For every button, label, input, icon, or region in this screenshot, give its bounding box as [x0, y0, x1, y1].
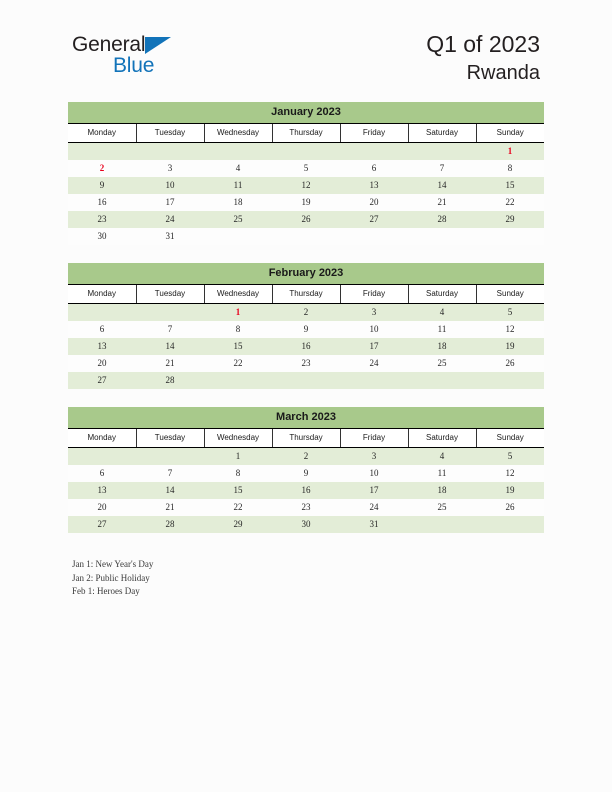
day-cell[interactable]: 18 — [408, 338, 476, 355]
weekday-header-saturday: Saturday — [408, 429, 476, 448]
day-cell[interactable]: 1 — [204, 304, 272, 322]
day-cell-empty — [68, 448, 136, 466]
month-title: February 2023 — [68, 263, 544, 285]
blue-triangle-icon — [145, 37, 171, 54]
weekday-header-tuesday: Tuesday — [136, 285, 204, 304]
day-cell[interactable]: 5 — [476, 304, 544, 322]
day-cell[interactable]: 31 — [340, 516, 408, 533]
day-cell[interactable]: 22 — [204, 499, 272, 516]
day-cell[interactable]: 14 — [408, 177, 476, 194]
day-cell[interactable]: 20 — [68, 499, 136, 516]
day-cell[interactable]: 28 — [136, 516, 204, 533]
day-cell[interactable]: 11 — [408, 321, 476, 338]
month-title: January 2023 — [68, 102, 544, 124]
month-table — [68, 407, 544, 533]
quarter-title: Q1 of 2023 — [426, 31, 540, 57]
day-cell-empty — [204, 372, 272, 389]
month-block — [68, 102, 544, 245]
weekday-header-friday: Friday — [340, 285, 408, 304]
week-row — [68, 465, 544, 482]
weekday-header-wednesday: Wednesday — [204, 124, 272, 143]
day-cell-empty — [136, 448, 204, 466]
day-cell-empty — [476, 516, 544, 533]
weekday-header-monday: Monday — [68, 429, 136, 448]
day-cell-empty — [408, 228, 476, 245]
day-cell[interactable]: 4 — [408, 304, 476, 322]
day-cell[interactable]: 15 — [204, 338, 272, 355]
month-title: March 2023 — [68, 407, 544, 429]
week-row — [68, 372, 544, 389]
day-cell[interactable]: 1 — [476, 143, 544, 161]
day-cell[interactable]: 28 — [408, 211, 476, 228]
day-cell-empty — [272, 143, 340, 161]
day-cell[interactable]: 12 — [476, 321, 544, 338]
day-cell[interactable]: 21 — [136, 355, 204, 372]
day-cell[interactable]: 9 — [68, 177, 136, 194]
week-row — [68, 516, 544, 533]
week-row — [68, 338, 544, 355]
day-cell[interactable]: 26 — [476, 499, 544, 516]
day-cell[interactable]: 5 — [476, 448, 544, 466]
weekday-header-sunday: Sunday — [476, 124, 544, 143]
day-cell[interactable]: 8 — [204, 321, 272, 338]
weekday-header-sunday: Sunday — [476, 285, 544, 304]
month-table — [68, 263, 544, 389]
day-cell[interactable]: 22 — [204, 355, 272, 372]
day-cell[interactable]: 8 — [204, 465, 272, 482]
day-cell[interactable]: 20 — [68, 355, 136, 372]
day-cell[interactable]: 21 — [408, 194, 476, 211]
day-cell[interactable]: 10 — [136, 177, 204, 194]
day-cell[interactable]: 1 — [204, 448, 272, 466]
calendar-list — [68, 102, 544, 551]
day-cell[interactable]: 6 — [340, 160, 408, 177]
week-row — [68, 211, 544, 228]
day-cell[interactable]: 18 — [204, 194, 272, 211]
logo-text-general: General — [72, 33, 146, 56]
day-cell-empty — [136, 304, 204, 322]
day-cell-empty — [408, 516, 476, 533]
day-cell[interactable]: 31 — [136, 228, 204, 245]
weekday-header-tuesday: Tuesday — [136, 124, 204, 143]
month-block — [68, 407, 544, 533]
week-row — [68, 304, 544, 322]
day-cell[interactable]: 27 — [340, 211, 408, 228]
weekday-header-thursday: Thursday — [272, 429, 340, 448]
day-cell[interactable]: 17 — [340, 338, 408, 355]
day-cell[interactable]: 4 — [408, 448, 476, 466]
day-cell[interactable]: 27 — [68, 516, 136, 533]
month-block — [68, 263, 544, 389]
week-row — [68, 355, 544, 372]
month-title-row — [68, 263, 544, 285]
weekday-header-monday: Monday — [68, 124, 136, 143]
day-cell[interactable]: 23 — [68, 211, 136, 228]
day-cell[interactable]: 20 — [340, 194, 408, 211]
day-cell[interactable]: 2 — [272, 448, 340, 466]
week-row — [68, 143, 544, 161]
day-cell[interactable]: 30 — [68, 228, 136, 245]
day-cell[interactable]: 15 — [204, 482, 272, 499]
day-cell[interactable]: 28 — [136, 372, 204, 389]
day-cell[interactable]: 16 — [68, 194, 136, 211]
weekday-header-monday: Monday — [68, 285, 136, 304]
weekday-header-sunday: Sunday — [476, 429, 544, 448]
page-title — [426, 30, 540, 86]
logo-text-blue: Blue — [113, 54, 155, 77]
day-cell[interactable]: 17 — [136, 194, 204, 211]
weekday-header-tuesday: Tuesday — [136, 429, 204, 448]
week-row — [68, 160, 544, 177]
day-cell-empty — [476, 372, 544, 389]
day-cell[interactable]: 24 — [136, 211, 204, 228]
day-cell[interactable]: 8 — [476, 160, 544, 177]
day-cell[interactable]: 9 — [272, 321, 340, 338]
day-cell[interactable]: 3 — [136, 160, 204, 177]
day-cell[interactable]: 11 — [408, 465, 476, 482]
month-title-row — [68, 407, 544, 429]
day-cell[interactable]: 25 — [408, 499, 476, 516]
day-cell[interactable]: 4 — [204, 160, 272, 177]
day-cell[interactable]: 19 — [476, 482, 544, 499]
day-cell[interactable]: 30 — [272, 516, 340, 533]
week-row — [68, 482, 544, 499]
holiday-legend-item: Jan 2: Public Holiday — [72, 572, 150, 583]
day-cell[interactable]: 13 — [68, 482, 136, 499]
day-cell[interactable]: 22 — [476, 194, 544, 211]
day-cell[interactable]: 29 — [476, 211, 544, 228]
day-cell-empty — [340, 372, 408, 389]
week-row — [68, 177, 544, 194]
day-cell[interactable]: 5 — [272, 160, 340, 177]
day-cell-empty — [68, 304, 136, 322]
day-cell[interactable]: 24 — [340, 499, 408, 516]
day-cell[interactable]: 19 — [476, 338, 544, 355]
day-cell[interactable]: 3 — [340, 448, 408, 466]
day-cell[interactable]: 21 — [136, 499, 204, 516]
weekday-header-friday: Friday — [340, 429, 408, 448]
day-cell[interactable]: 23 — [272, 499, 340, 516]
holiday-legend-item: Jan 1: New Year's Day — [72, 559, 154, 569]
weekday-header-friday: Friday — [340, 124, 408, 143]
day-cell[interactable]: 12 — [476, 465, 544, 482]
general-blue-logo[interactable] — [72, 33, 252, 85]
day-cell[interactable]: 2 — [68, 160, 136, 177]
day-cell[interactable]: 13 — [68, 338, 136, 355]
day-cell[interactable]: 10 — [340, 321, 408, 338]
day-cell[interactable]: 10 — [340, 465, 408, 482]
day-cell-empty — [476, 228, 544, 245]
day-cell[interactable]: 3 — [340, 304, 408, 322]
day-cell[interactable]: 15 — [476, 177, 544, 194]
day-cell-empty — [68, 143, 136, 161]
week-row — [68, 448, 544, 466]
day-cell[interactable]: 25 — [204, 211, 272, 228]
day-cell[interactable]: 2 — [272, 304, 340, 322]
day-cell[interactable]: 26 — [272, 211, 340, 228]
weekday-header-row — [68, 429, 544, 448]
day-cell-empty — [408, 143, 476, 161]
holiday-legend — [72, 558, 472, 599]
weekday-header-thursday: Thursday — [272, 285, 340, 304]
country-title: Rwanda — [466, 62, 540, 84]
day-cell-empty — [340, 228, 408, 245]
day-cell[interactable]: 14 — [136, 482, 204, 499]
weekday-header-row — [68, 285, 544, 304]
day-cell-empty — [272, 372, 340, 389]
weekday-header-row — [68, 124, 544, 143]
day-cell[interactable]: 14 — [136, 338, 204, 355]
day-cell[interactable]: 7 — [136, 321, 204, 338]
month-table — [68, 102, 544, 245]
weekday-header-wednesday: Wednesday — [204, 285, 272, 304]
weekday-header-thursday: Thursday — [272, 124, 340, 143]
weekday-header-saturday: Saturday — [408, 124, 476, 143]
day-cell[interactable]: 6 — [68, 321, 136, 338]
day-cell[interactable]: 16 — [272, 338, 340, 355]
day-cell[interactable]: 25 — [408, 355, 476, 372]
day-cell[interactable]: 23 — [272, 355, 340, 372]
day-cell[interactable]: 6 — [68, 465, 136, 482]
day-cell[interactable]: 27 — [68, 372, 136, 389]
day-cell-empty — [340, 143, 408, 161]
day-cell[interactable]: 29 — [204, 516, 272, 533]
weekday-header-wednesday: Wednesday — [204, 429, 272, 448]
day-cell[interactable]: 19 — [272, 194, 340, 211]
day-cell[interactable]: 18 — [408, 482, 476, 499]
weekday-header-saturday: Saturday — [408, 285, 476, 304]
day-cell[interactable]: 12 — [272, 177, 340, 194]
day-cell[interactable]: 7 — [136, 465, 204, 482]
day-cell-empty — [136, 143, 204, 161]
day-cell[interactable]: 16 — [272, 482, 340, 499]
day-cell[interactable]: 13 — [340, 177, 408, 194]
day-cell[interactable]: 17 — [340, 482, 408, 499]
day-cell[interactable]: 11 — [204, 177, 272, 194]
day-cell[interactable]: 24 — [340, 355, 408, 372]
day-cell-empty — [204, 143, 272, 161]
week-row — [68, 228, 544, 245]
day-cell[interactable]: 7 — [408, 160, 476, 177]
holiday-legend-item: Feb 1: Heroes Day — [72, 586, 140, 596]
day-cell-empty — [204, 228, 272, 245]
week-row — [68, 499, 544, 516]
week-row — [68, 321, 544, 338]
day-cell[interactable]: 26 — [476, 355, 544, 372]
day-cell-empty — [408, 372, 476, 389]
page-header — [0, 0, 612, 96]
day-cell-empty — [272, 228, 340, 245]
day-cell[interactable]: 9 — [272, 465, 340, 482]
month-title-row — [68, 102, 544, 124]
week-row — [68, 194, 544, 211]
